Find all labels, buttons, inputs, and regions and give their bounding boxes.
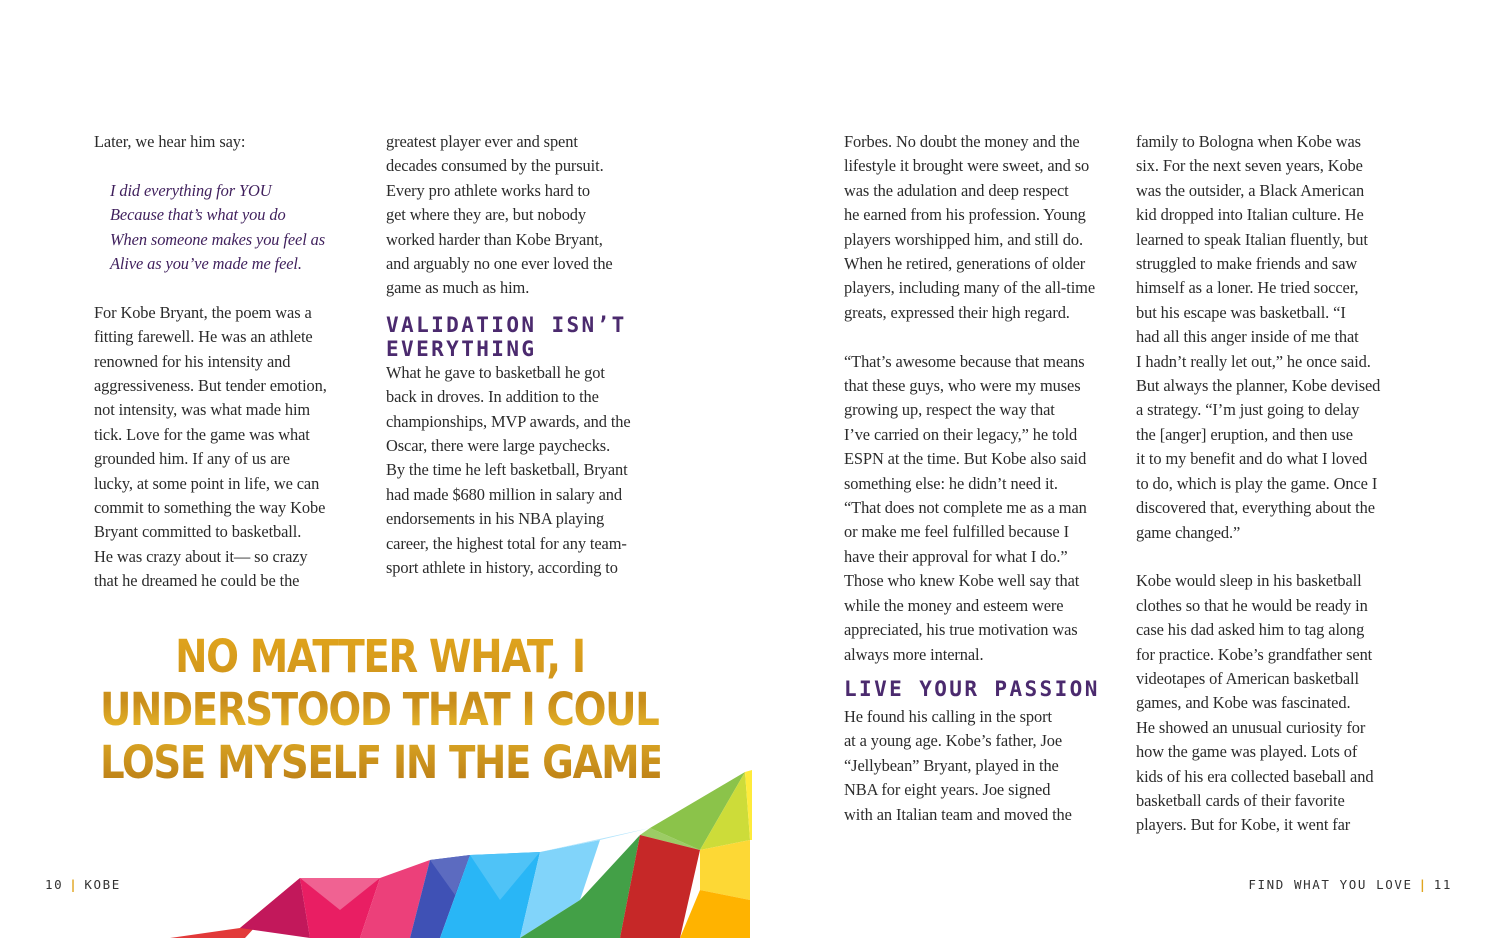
section-heading-line: EVERYTHING (386, 336, 537, 361)
text-line: was the adulation and deep respect (844, 180, 1069, 200)
poem-verse (94, 179, 327, 277)
text-line: decades consumed by the pursuit. (386, 156, 604, 176)
body-paragraph (94, 301, 327, 594)
text-line: a strategy. “I’m just going to delay (1136, 400, 1360, 420)
text-line: case his dad asked him to tag along (1136, 620, 1365, 640)
text-line: I hadn’t really let out,” he once said. (1136, 351, 1371, 371)
text-line: tick. Love for the game was what (94, 424, 310, 444)
text-line: struggled to make friends and saw (1136, 254, 1358, 274)
body-paragraph (1136, 130, 1380, 545)
text-line: players worshipped him, and still do. (844, 229, 1083, 249)
left-column-2 (386, 130, 631, 581)
text-line: aggressiveness. But tender emotion, (94, 376, 327, 396)
text-line: I did everything for YOU (110, 180, 272, 200)
text-line: learned to speak Italian fluently, but (1136, 229, 1368, 249)
text-line: it to my benefit and do what I loved (1136, 449, 1368, 469)
text-line: fitting farewell. He was an athlete (94, 327, 313, 347)
right-column-2 (1136, 130, 1380, 838)
text-line: had all this anger inside of me that (1136, 327, 1359, 347)
text-line: Every pro athlete works hard to (386, 180, 590, 200)
text-line: appreciated, his true motivation was (844, 620, 1078, 640)
body-paragraph (844, 350, 1100, 667)
text-line: game changed.” (1136, 522, 1241, 542)
text-line: He was crazy about it— so crazy (94, 546, 308, 566)
text-line: greatest player ever and spent (386, 132, 578, 151)
text-line: “That does not complete me as a man (844, 498, 1087, 518)
text-line: “Jellybean” Bryant, played in the (844, 755, 1059, 775)
geometric-polygon-art (0, 760, 760, 938)
text-line: championships, MVP awards, and the (386, 411, 631, 431)
text-line: ESPN at the time. But Kobe also said (844, 449, 1087, 469)
text-line: By the time he left basketball, Bryant (386, 460, 628, 480)
section-heading-validation (386, 313, 631, 361)
text-line: lucky, at some point in life, we can (94, 473, 320, 493)
text-line: that he dreamed he could be the (94, 571, 300, 591)
text-line: the [anger] eruption, and then use (1136, 424, 1353, 444)
running-head: FIND WHAT YOU LOVE (1248, 877, 1413, 892)
body-paragraph (844, 130, 1100, 325)
text-line: basketball cards of their favorite (1136, 790, 1345, 810)
text-line: grounded him. If any of us are (94, 449, 290, 469)
text-line: Because that’s what you do (110, 205, 286, 225)
text-line: I’ve carried on their legacy,” he told (844, 424, 1078, 444)
text-line: Forbes. No doubt the money and the (844, 132, 1080, 151)
text-line: renowned for his intensity and (94, 351, 291, 371)
text-line: had made $680 million in salary and (386, 484, 622, 504)
body-paragraph (386, 361, 631, 581)
text-line: Oscar, there were large paychecks. (386, 436, 611, 456)
folio-left (45, 877, 121, 892)
text-line: always more internal. (844, 644, 984, 664)
text-line: players, including many of the all-time (844, 278, 1095, 298)
text-line: back in droves. In addition to the (386, 387, 599, 407)
text-line: games, and Kobe was fascinated. (1136, 693, 1351, 713)
text-line: kid dropped into Italian culture. He (1136, 205, 1364, 225)
folio-divider: | (1418, 877, 1428, 892)
body-paragraph (844, 705, 1100, 827)
text-line: What he gave to basketball he got (386, 362, 605, 382)
text-line: himself as a loner. He tried soccer, (1136, 278, 1359, 298)
text-line: game as much as him. (386, 278, 530, 298)
text-line: at a young age. Kobe’s father, Joe (844, 731, 1063, 751)
page-number: 11 (1433, 877, 1452, 892)
text-line: NBA for eight years. Joe signed (844, 780, 1051, 800)
text-line: When he retired, generations of older (844, 254, 1086, 274)
text-line: career, the highest total for any team- (386, 533, 627, 553)
text-line: He found his calling in the sport (844, 706, 1052, 726)
text-line: get where they are, but nobody (386, 205, 586, 225)
right-column-1 (844, 130, 1100, 827)
intro-line: Later, we hear him say: (94, 132, 246, 151)
text-line: endorsements in his NBA playing (386, 509, 605, 529)
text-line: how the game was played. Lots of (1136, 742, 1358, 762)
text-line: with an Italian team and moved the (844, 804, 1072, 824)
text-line: He showed an unusual curiosity for (1136, 717, 1366, 737)
folio-divider: | (69, 877, 79, 892)
text-line: have their approval for what I do.” (844, 546, 1068, 566)
pull-quote-line: UNDERSTOOD THAT I COULD (100, 683, 690, 736)
body-paragraph (386, 130, 631, 301)
text-line: Those who knew Kobe well say that (844, 571, 1080, 591)
text-line: not intensity, was what made him (94, 400, 311, 420)
section-heading-line: VALIDATION ISN’T (386, 312, 627, 337)
text-line: six. For the next seven years, Kobe (1136, 156, 1363, 176)
text-line: kids of his era collected baseball and (1136, 766, 1374, 786)
pull-quote-line: NO MATTER WHAT, I (175, 630, 585, 683)
text-line: growing up, respect the way that (844, 400, 1055, 420)
body-paragraph (1136, 569, 1380, 837)
text-line: while the money and esteem were (844, 595, 1064, 615)
text-line: worked harder than Kobe Bryant, (386, 229, 603, 249)
text-line: sport athlete in history, according to (386, 558, 618, 578)
text-line: family to Bologna when Kobe was (1136, 132, 1361, 151)
text-line: discovered that, everything about the (1136, 498, 1375, 518)
text-line: and arguably no one ever loved the (386, 254, 613, 274)
text-line: videotapes of American basketball (1136, 668, 1359, 688)
text-line: greats, expressed their high regard. (844, 302, 1070, 322)
text-line: or make me feel fulfilled because I (844, 522, 1069, 542)
text-line: players. But for Kobe, it went far (1136, 815, 1351, 835)
section-heading-passion: LIVE YOUR PASSION (844, 676, 1100, 701)
folio-right (1248, 877, 1452, 892)
text-line: Bryant committed to basketball. (94, 522, 302, 542)
text-line: commit to something the way Kobe (94, 498, 326, 518)
text-line: Alive as you’ve made me feel. (110, 254, 302, 274)
page-number: 10 (45, 877, 64, 892)
text-line: lifestyle it brought were sweet, and so (844, 156, 1090, 176)
text-line: When someone makes you feel as (110, 229, 326, 249)
text-line: Kobe would sleep in his basketball (1136, 571, 1362, 591)
left-column-1 (94, 130, 327, 594)
text-line: but his escape was basketball. “I (1136, 302, 1346, 322)
pull-quote-line: LOSE MYSELF IN THE GAME. (100, 736, 677, 789)
text-line: was the outsider, a Black American (1136, 180, 1365, 200)
text-line: to do, which is play the game. Once I (1136, 473, 1378, 493)
text-line: that these guys, who were my muses (844, 376, 1081, 396)
text-line: But always the planner, Kobe devised (1136, 376, 1381, 396)
text-line: something else: he didn’t need it. (844, 473, 1058, 493)
running-head: KOBE (84, 877, 121, 892)
text-line: he earned from his profession. Young (844, 205, 1086, 225)
text-line: “That’s awesome because that means (844, 351, 1085, 371)
text-line: clothes so that he would be ready in (1136, 595, 1368, 615)
text-line: for practice. Kobe’s grandfather sent (1136, 644, 1373, 664)
text-line: For Kobe Bryant, the poem was a (94, 302, 312, 322)
